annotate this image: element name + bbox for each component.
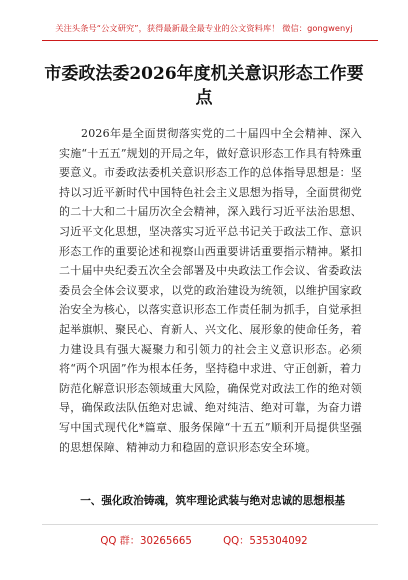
header-divider <box>42 40 378 41</box>
body-paragraph: 2026年是全面贯彻落实党的二十届四中全会精神、深入实施“十五五”规划的开局之年，做好意识形态工作具有特殊重要意义。市委政法委机关意识形态工作的总体指导思想是：坚持以习近平新时代中国特色社会主义思想为指导，全面贯彻党的二十大和二十届历次全会精神，深入践行习近平法治思想、习近平文化思想，坚决落实习近平总书记关于政法工作、意识形态工作的重要论述和视察山西重要讲话重要指示精神。紧扣二十届中央纪委五次全会部署及中央政法工作会议、省委政法委员会全体会议要求，以党的政治建设为统领，以维护国家政治安全为核心，以落实意识形态工作责任制为抓手，自觉承担起举旗帜、聚民心、育新人、兴文化、展形象的使命任务，着力建设具有强大凝聚力和引领力的社会主义意识形态。必须将“两个巩固”作为根本任务，坚持稳中求进、守正创新，着力防范化解意识形态领域重大风险，确保党对政法工作的绝对领导，确保政法队伍绝对忠诚、绝对纯洁、绝对可靠，为奋力谱写中国式现代化*篇章、服务保障“十五五”顺利开局提供坚强的思想保障、精神动力和稳固的意识形态安全环境。 <box>59 127 362 454</box>
footer-qq-number: QQ：535304092 <box>223 536 308 547</box>
section-heading: 一、强化政治铸魂，筑牢理论武装与绝对忠诚的思想根基 <box>80 495 346 507</box>
footer-divider <box>42 524 378 525</box>
footer-qq-group: QQ 群：30265665 <box>100 536 192 547</box>
document-title: 市委政法委2026年度机关意识形态工作要点 <box>44 64 364 108</box>
header-banner: 关注头条号“公文研究”，获得最新最全最专业的公文资料库！ 微信：gongwenyj <box>55 23 353 33</box>
footer-contact <box>0 532 408 547</box>
